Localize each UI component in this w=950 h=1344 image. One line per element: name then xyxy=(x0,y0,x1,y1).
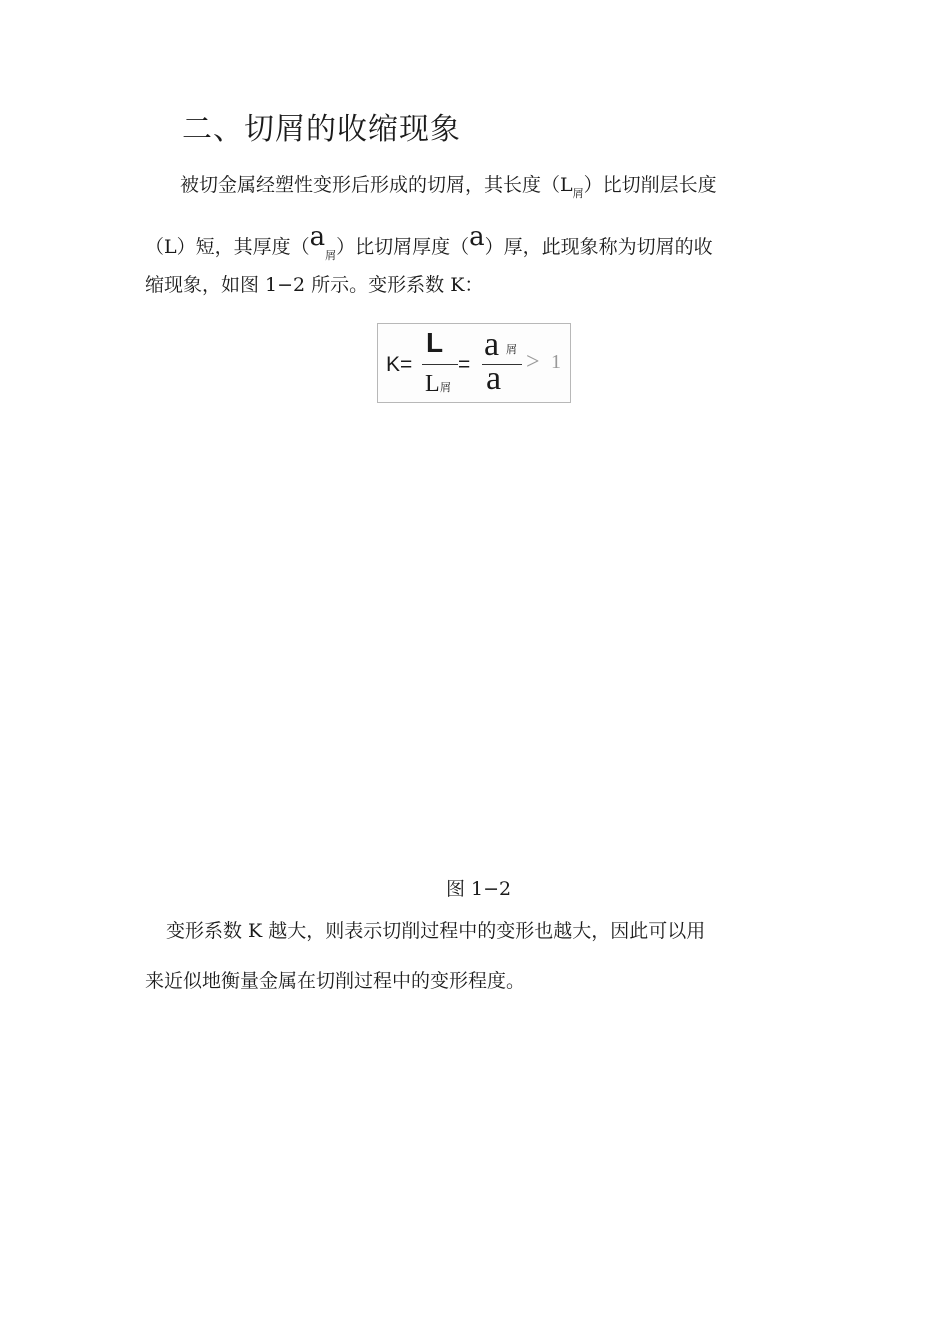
p1-line1-text-after: ）比切削层长度 xyxy=(583,174,717,196)
p1-line2-symbol-a-1: a xyxy=(309,222,326,252)
formula-k-equals: K= xyxy=(386,353,413,376)
paragraph-1-line-3: 缩现象，如图 1−2 所示。变形系数 K： xyxy=(145,274,484,296)
p1-line1-subscript: 屑 xyxy=(572,187,584,200)
formula-greater-than: > xyxy=(526,349,540,375)
formula-fraction-bar-1 xyxy=(422,364,458,365)
figure-caption: 图 1−2 xyxy=(446,878,512,900)
p1-line2-symbol-a-2: a xyxy=(469,222,485,252)
section-heading: 二、切屑的收缩现象 xyxy=(182,112,461,147)
p1-line2-part1: （L）短，其厚度（ xyxy=(145,236,310,258)
formula-image xyxy=(377,323,571,403)
formula-l-denominator: L xyxy=(425,371,440,397)
p1-line2-subscript: 屑 xyxy=(325,249,337,262)
paragraph-2-line-1: 变形系数 K 越大，则表示切削过程中的变形也越大，因此可以用 xyxy=(166,920,706,942)
formula-a-numerator: a xyxy=(484,326,500,363)
formula-equals: = xyxy=(458,353,471,376)
paragraph-2-line-2: 来近似地衡量金属在切削过程中的变形程度。 xyxy=(145,970,526,992)
formula-a-numerator-subscript: 屑 xyxy=(506,343,517,356)
formula-a-denominator: a xyxy=(486,360,502,397)
p1-line2-part2: ）比切屑厚度（ xyxy=(336,236,470,258)
formula-l-denominator-subscript: 屑 xyxy=(440,381,451,394)
paragraph-1-line-1 xyxy=(180,174,717,200)
p1-line2-part3: ）厚，此现象称为切屑的收 xyxy=(484,236,713,258)
formula-l-numerator: L xyxy=(426,327,444,358)
p1-line1-text-before: 被切金属经塑性变形后形成的切屑，其长度（L xyxy=(180,174,573,196)
paragraph-1-line-2 xyxy=(145,222,713,262)
formula-one: 1 xyxy=(551,351,561,373)
